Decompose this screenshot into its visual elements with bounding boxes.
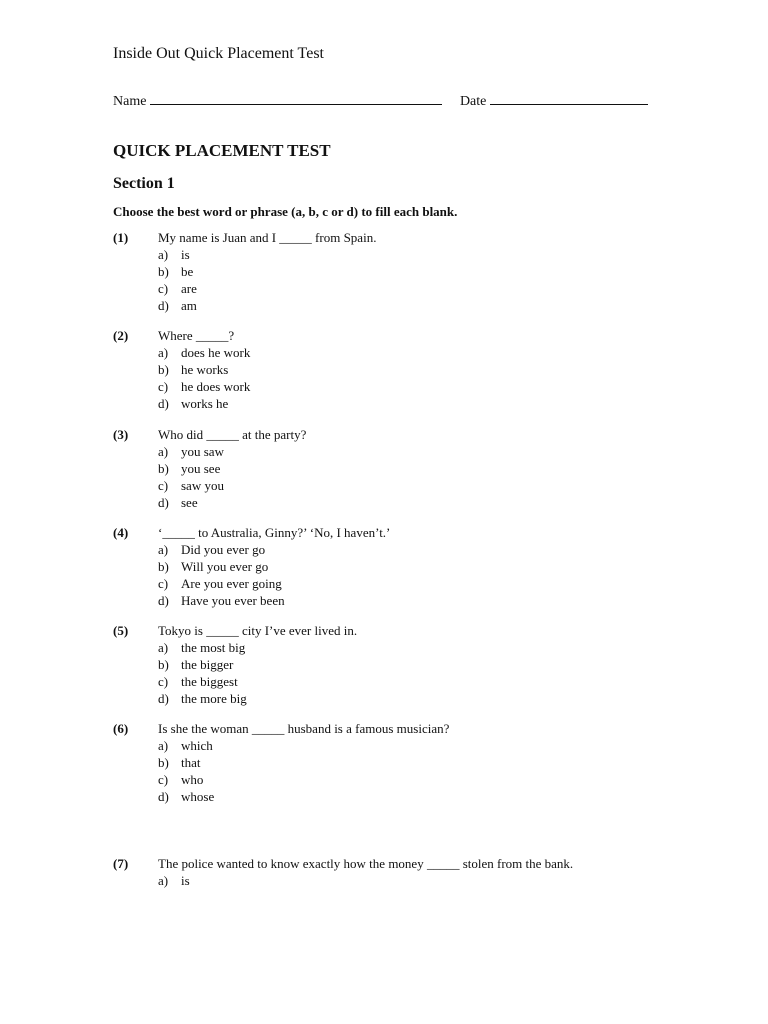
section-heading: Section 1 [113,175,175,192]
option-letter: d) [158,396,169,411]
option-letter: b) [158,755,169,770]
question-text: Is she the woman _____ husband is a famous musician? [158,721,450,736]
option-letter: b) [158,657,169,672]
option-letter: c) [158,674,169,689]
option-text: the more big [181,691,247,706]
option-text: you see [181,461,221,476]
option-b[interactable] [113,460,713,477]
question-4 [113,524,713,609]
option-letter: b) [158,559,169,574]
option-letter: d) [158,789,169,804]
option-b[interactable] [113,558,713,575]
question-number: (2) [113,328,129,343]
date-label: Date [459,94,487,109]
option-c[interactable] [113,673,713,690]
option-text: Will you ever go [181,559,269,574]
option-text: he does work [181,379,251,394]
question-7 [113,855,713,889]
name-blank[interactable] [150,90,442,105]
option-a[interactable] [113,872,713,889]
option-letter: b) [158,461,169,476]
question-1 [113,229,713,314]
option-letter: c) [158,281,169,296]
option-letter: a) [158,738,169,753]
option-text: the most big [181,640,246,655]
option-d[interactable] [113,788,713,805]
option-letter: a) [158,444,169,459]
test-heading: QUICK PLACEMENT TEST [113,141,331,160]
option-text: you saw [181,444,224,459]
option-letter: b) [158,264,169,279]
option-text: Are you ever going [181,576,282,591]
option-b[interactable] [113,263,713,280]
option-letter: d) [158,593,169,608]
option-a[interactable] [113,541,713,558]
option-text: are [181,281,197,296]
option-c[interactable] [113,477,713,494]
option-text: is [181,873,190,888]
option-d[interactable] [113,592,713,609]
option-b[interactable] [113,361,713,378]
option-letter: c) [158,772,169,787]
option-text: which [181,738,213,753]
question-text: Where _____? [158,328,235,343]
option-text: that [181,755,201,770]
name-label: Name [113,94,147,109]
option-a[interactable] [113,443,713,460]
option-d[interactable] [113,494,713,511]
option-d[interactable] [113,297,713,314]
option-b[interactable] [113,754,713,771]
option-text: see [181,495,198,510]
option-text: works he [181,396,229,411]
name-date-row [113,90,648,110]
question-5 [113,622,713,707]
option-letter: a) [158,542,169,557]
question-text: My name is Juan and I _____ from Spain. [158,230,377,245]
option-c[interactable] [113,378,713,395]
option-c[interactable] [113,575,713,592]
option-text: whose [181,789,215,804]
option-letter: a) [158,247,169,262]
option-c[interactable] [113,280,713,297]
option-text: he works [181,362,229,377]
option-a[interactable] [113,246,713,263]
question-text: Tokyo is _____ city I’ve ever lived in. [158,623,358,638]
question-text: The police wanted to know exactly how the money _____ stolen from the bank. [158,856,574,871]
instruction: Choose the best word or phrase (a, b, c or d) to fill each blank. [113,204,458,219]
option-text: be [181,264,194,279]
option-text: saw you [181,478,224,493]
question-number: (1) [113,230,129,245]
option-a[interactable] [113,344,713,361]
option-letter: c) [158,576,169,591]
option-c[interactable] [113,771,713,788]
option-text: is [181,247,190,262]
option-text: the biggest [181,674,238,689]
question-number: (4) [113,525,129,540]
question-6 [113,720,713,805]
option-b[interactable] [113,656,713,673]
document-title: Inside Out Quick Placement Test [113,45,324,62]
option-a[interactable] [113,737,713,754]
option-letter: c) [158,379,169,394]
option-letter: d) [158,298,169,313]
question-3 [113,426,713,511]
option-text: does he work [181,345,251,360]
option-letter: a) [158,640,169,655]
option-d[interactable] [113,395,713,412]
option-text: who [181,772,204,787]
option-letter: d) [158,495,169,510]
question-text: Who did _____ at the party? [158,427,307,442]
question-number: (5) [113,623,129,638]
option-text: Have you ever been [181,593,285,608]
date-blank[interactable] [490,90,648,105]
option-d[interactable] [113,690,713,707]
question-number: (3) [113,427,129,442]
question-number: (6) [113,721,129,736]
option-letter: a) [158,345,169,360]
option-text: am [181,298,197,313]
option-letter: a) [158,873,169,888]
option-letter: b) [158,362,169,377]
question-2 [113,327,713,412]
option-a[interactable] [113,639,713,656]
question-text: ‘_____ to Australia, Ginny?’ ‘No, I haven’t.’ [158,525,391,540]
option-letter: d) [158,691,169,706]
option-letter: c) [158,478,169,493]
question-number: (7) [113,856,129,871]
option-text: Did you ever go [181,542,266,557]
option-text: the bigger [181,657,234,672]
